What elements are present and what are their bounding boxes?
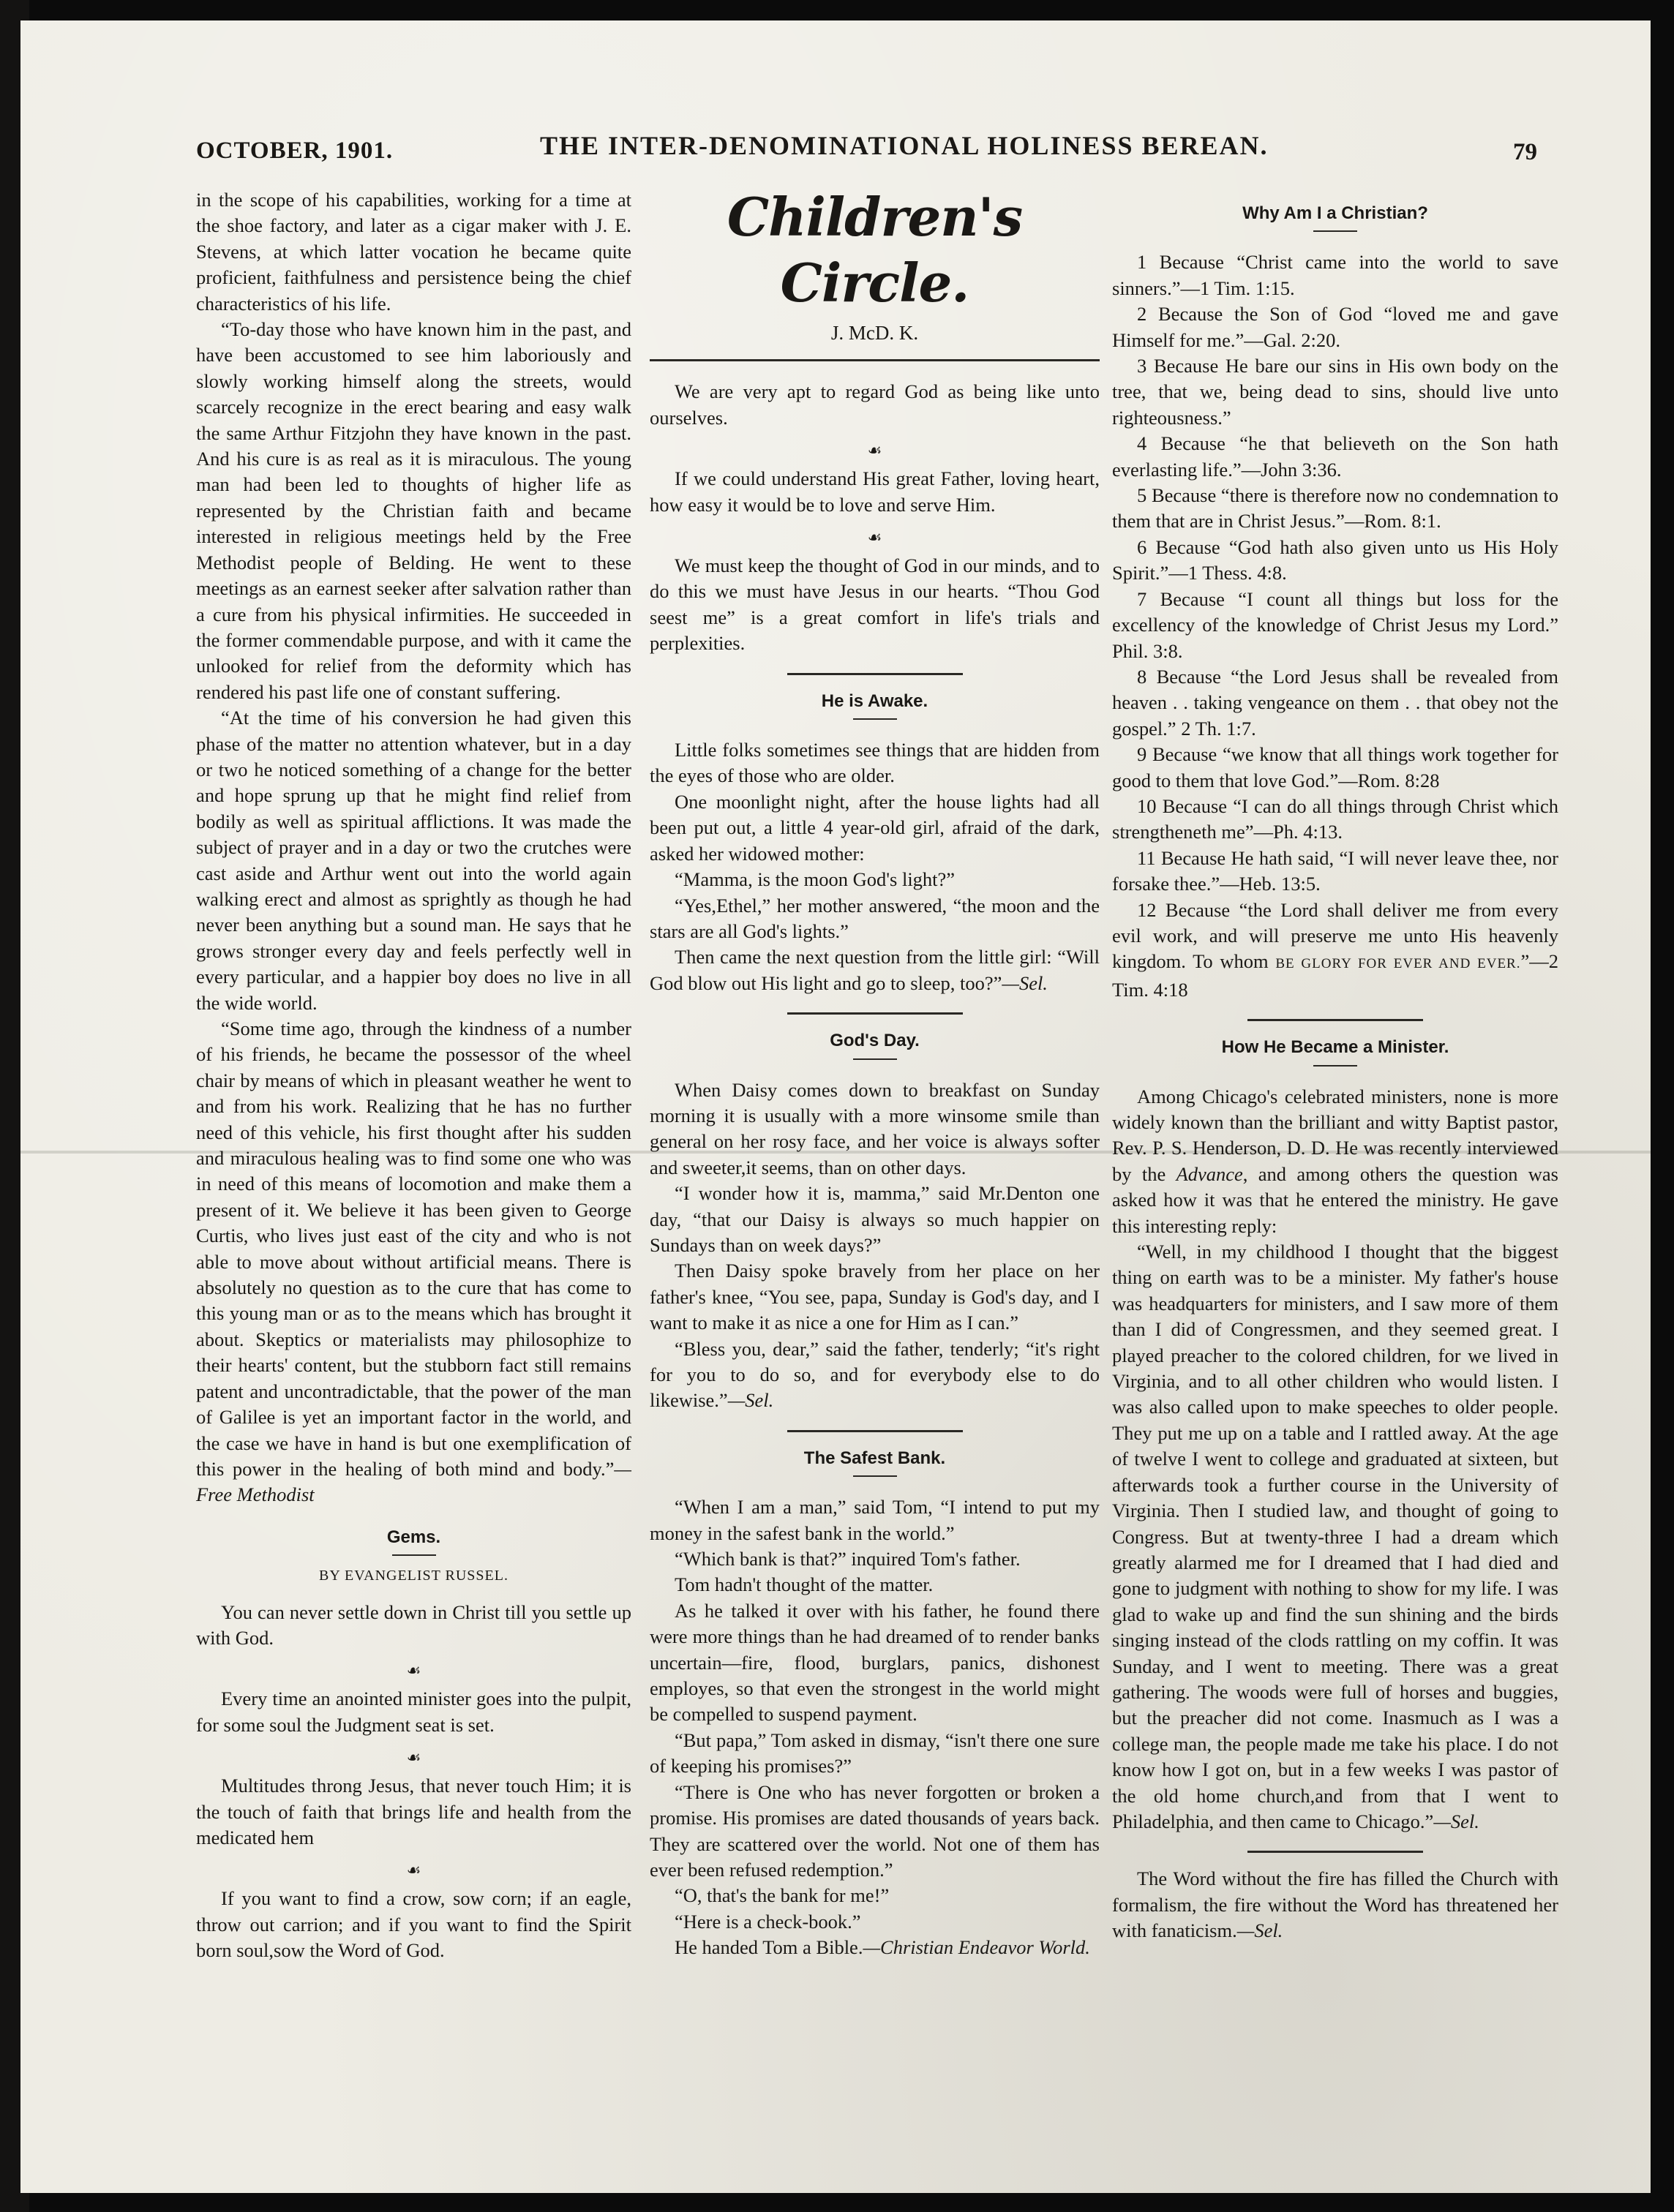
how-he-became-minister-heading: How He Became a Minister. [1221,1037,1449,1058]
reason-item: 2 Because the Son of God “loved me and gave Himself for me.”—Gal. 2:20. [1112,303,1558,351]
article-continuation-p2: “To-day those who have known him in the past, and have been accustomed to see him laboriously and slowly working himself along the streets, would scarcely recognize in the erect bearing and easy walk the same Arthur Fitzjohn they have known in the past. And his cure is as real as it is miraculous. The young man had been led to thoughts of higher life as represented by the Christian faith and became interested in religious meetings held by the Free Methodist people of Belding. He went to these meetings as an earnest seeker after salvation rather than a cure from his physical infirmities. He succeeded in the former commendable purpose, and with it came the unlooked for relief from the deformity which has rendered his past life one of constant suffering. [196,318,631,703]
masthead-rule [650,359,1100,361]
column-2 [650,187,1100,1961]
reason-item: 6 Because “God hath also given unto us His Holy Spirit.”—1 Thess. 4:8. [1112,535,1558,584]
story-paragraph: “Mamma, is the moon God's light?” [675,868,956,891]
section-divider [787,1012,963,1015]
story-paragraph: “O, that's the bank for me!” [675,1884,890,1907]
source-credit: —Christian Endeavor World. [863,1936,1090,1959]
heading-rule [1313,1065,1357,1066]
article-continuation-p3: “At the time of his conversion he had given this phase of the matter no attention whatever, but in a day or two he noticed something of a change for the better and hope sprung up that he might find relief from bodily as well as spiritual afflictions. It was made the subject of prayer and in a day or two the crutches were cast aside and Arthur went out into the world again walking erect and almost as sprightly as though he had never been anything but a sound man. He says that he grows stronger every day and feels perfectly well in every particular, and a happier boy does no live in all the wide world. [196,707,631,1014]
intro-paragraph-2: If we could understand His great Father, loving heart, how easy it would be to love and serve Him. [650,467,1100,516]
story-paragraph: “I wonder how it is, mamma,” said Mr.Denton one day, “that our Daisy is always so much happier on Sundays than on week days?” [650,1182,1100,1256]
publication-name: Advance [1176,1162,1243,1185]
story-paragraph [650,1336,1100,1414]
why-christian-heading: Why Am I a Christian? [1242,203,1428,223]
heading-rule [1313,230,1357,232]
paragraph-text: “Well, in my childhood I thought that the biggest thing on earth was to be a minister. My father's house was headquarters for ministers, and I saw more of them than I did of Congressmen, and they seemed great. I played preacher to the colored children, for we lived in Virginia, and to all other children who would listen. I was also called upon to make speeches to older people. They put me up on a table and I rattled away. At the age of twelve I went to college and graduated at sixteen, but afterwards took a further course in the University of Virginia. Then I studied law, and thought of going to Congress. But at twenty-three I had a dream which greatly alarmed me for I dreamed that I had died and gone to judgment with nothing to show for my life. I was glad to wake up and find the sun shining and the birds singing instead of the clods rattling on my coffin. It was Sunday, and I went to meeting. There was a great gathering. The woods were full of horses and buggies, but the preacher did not come. Inasmuch as I was a college man, the people made me take his place. I do not know how I got on, but in a few weeks I was pastor of the old home church,and from that I went to Philadelphia, and then came to Chicago.” [1112,1241,1558,1832]
intro-paragraph-1: We are very apt to regard God as being like unto ourselves. [650,380,1100,429]
paragraph-text: “Some time ago, through the kindness of a number of his friends, he became the possessor of the wheel chair by means of which in pleasant weather he went to and from his work. Realizing that he has no further need of this vehicle, his first thought after his sudden and miraculous healing was to find some one who was in need of this means of locomotion and make them a present of it. We believe it has been given to George Curtis, who lives just east of the city and who is not able to move about without artificial means. There is absolutely no question as to the cure that has come to this young man or as to the means which has brought it about. Skeptics or materialists may philosophize to their hearts' content, but the stubborn fact still remains patent and uncontradictable, that the power of the man of Galilee is yet an important factor in the world, and the case we have in hand is but one exemplification of this power in the healing of both mind and body.” [196,1017,631,1480]
story-paragraph: Little folks sometimes see things that are hidden from the eyes of those who are older. [650,739,1100,787]
section-divider [1247,1851,1423,1853]
story-paragraph [1112,1239,1558,1835]
reason-item: 10 Because “I can do all things through Christ which strengtheneth me”—Ph. 4:13. [1112,794,1558,843]
section-divider [787,673,963,675]
column-3 [1112,187,1558,1944]
ornament-icon: ☙ [867,441,882,460]
ornament-icon: ☙ [406,1861,421,1880]
source-credit: —Free Methodist [196,1457,631,1506]
page-header [196,130,1557,174]
reason-item: 9 Because “we know that all things work together for good to them that love God.”—Rom. 8:28 [1112,743,1558,791]
article-continuation-p4 [196,1016,631,1508]
gem-item-2: Every time an anointed minister goes into the pulpit, for some soul the Judgment seat is set. [196,1688,631,1736]
closing-note [1112,1866,1558,1944]
ornament-icon: ☙ [406,1661,421,1680]
story-paragraph: “But papa,” Tom asked in dismay, “isn't there one sure of keeping his promises?” [650,1728,1100,1778]
reason-item: 4 Because “he that believeth on the Son hath everlasting life.”—John 3:36. [1112,432,1558,481]
page-number: 79 [1513,139,1537,165]
reason-item: 11 Because He hath said, “I will never leave thee, nor forsake thee.”—Heb. 13:5. [1112,846,1558,895]
paragraph-text: He handed Tom a Bible. [675,1936,863,1959]
intro-paragraph-3: We must keep the thought of God in our minds, and to do this we must have Jesus in our hearts. “Thou God seest me” is a great comfort in life's trials and perplexities. [650,554,1100,655]
source-credit: —Sel. [1002,971,1048,994]
story-paragraph [650,1935,1100,1960]
source-credit: —Sel. [1236,1919,1283,1942]
safest-bank-heading: The Safest Bank. [803,1448,946,1468]
paragraph-text: “Bless you, dear,” said the father, tenderly; “it's right for you to do so, and for everybody else to do likewise.” [650,1337,1100,1412]
heading-rule [853,1475,897,1477]
story-paragraph: One moonlight night, after the house lights had all been put out, a little 4 year-old girl, afraid of the dark, asked her widowed mother: [650,790,1100,865]
story-paragraph: “Yes,Ethel,” her mother answered, “the moon and the stars are all God's lights.” [650,894,1100,942]
paragraph-text: ”—2 Tim. 4:18 [1112,950,1558,1001]
reason-item: 1 Because “Christ came into the world to save sinners.”—1 Tim. 1:15. [1112,251,1558,299]
section-masthead: Children's Circle. [727,186,1023,314]
gems-byline: BY EVANGELIST RUSSEL. [319,1568,508,1584]
issue-date: OCTOBER, 1901. [196,138,394,164]
heading-rule [853,718,897,720]
gem-item-1: You can never settle down in Christ till you settle up with God. [196,1600,631,1649]
small-caps-text: BE GLORY FOR EVER AND EVER. [1275,956,1521,972]
heading-rule [853,1058,897,1060]
gem-item-4: If you want to find a crow, sow corn; if an eagle, throw out carrion; and if you want to find the Spirit born soul,sow the Word of God. [196,1887,631,1962]
paragraph-text: Then came the next question from the little girl: “Will God blow out His light and go to sleep, too?” [650,946,1100,994]
story-paragraph: “Which bank is that?” inquired Tom's father. [675,1548,1021,1570]
source-credit: —Sel. [727,1389,774,1412]
paragraph-text: 12 Because “the Lord shall deliver me from every evil work, and will preserve me unto His heavenly kingdom. To whom [1112,898,1558,973]
column-1 [196,187,631,1964]
story-paragraph: When Daisy comes down to breakfast on Sunday morning it is usually with a more winsome smile than general on her rosy face, and her voice is always softer and sweeter,it seems, than on other days. [650,1078,1100,1178]
publication-title: THE INTER-DENOMINATIONAL HOLINESS BEREAN. [540,131,1269,160]
story-paragraph: “Here is a check-book.” [675,1910,861,1933]
story-paragraph [650,944,1100,996]
gem-item-3: Multitudes throng Jesus, that never touch Him; it is the touch of faith that brings life and health from the medicated hem [196,1775,631,1848]
newspaper-page [20,20,1651,2193]
source-credit: —Sel. [1433,1810,1479,1832]
ornament-icon: ☙ [406,1748,421,1767]
reason-item [1112,898,1558,1004]
story-paragraph: Then Daisy spoke bravely from her place on her father's knee, “You see, papa, Sunday is God's day, and I want to make it as nice a one for Him as I can.” [650,1260,1100,1334]
ornament-icon: ☙ [867,528,882,547]
paragraph-text: The Word without the fire has filled the Church with formalism, the fire without the Word has threatened her with fanaticism. [1112,1867,1558,1942]
paragraph-text: Among Chicago's celebrated ministers, none is more widely known than the brilliant and witty Baptist pastor, Rev. P. S. Henderson, D. D. He was recently interviewed by the [1112,1085,1558,1185]
gods-day-heading: God's Day. [830,1031,920,1051]
story-paragraph [1112,1084,1558,1239]
reason-item: 8 Because “the Lord Jesus shall be revealed from heaven . . taking vengeance on them . . that obey not the gospel.” 2 Th. 1:7. [1112,665,1558,740]
story-paragraph: “There is One who has never forgotten or broken a promise. His promises are dated thousands of years back. They are scattered over the world. Not one of them has ever been refused redemption.” [650,1780,1100,1881]
reason-item: 7 Because “I count all things but loss for the excellency of the knowledge of Christ Jesus my Lord.” Phil. 3:8. [1112,587,1558,662]
article-continuation-p1: in the scope of his capabilities, working for a time at the shoe factory, and later as a cigar maker with J. E. Stevens, at which latter vocation he became quite proficient, faithfulness and persistence being the chief characteristics of his life. [196,189,631,315]
section-byline: J. McD. K. [830,322,919,344]
story-paragraph: Tom hadn't thought of the matter. [675,1573,934,1596]
gems-heading: Gems. [386,1527,441,1547]
paragraph-text: , and among others the question was asked how it was that he entered the ministry. He gave this interesting reply: [1112,1162,1558,1237]
he-is-awake-heading: He is Awake. [821,691,928,711]
reason-item: 3 Because He bare our sins in His own body on the tree, that we, being dead to sins, should live unto righteousness.” [1112,355,1558,429]
story-paragraph: “When I am a man,” said Tom, “I intend to put my money in the safest bank in the world.” [650,1496,1100,1544]
reason-item: 5 Because “there is therefore now no condemnation to them that are in Christ Jesus.”—Rom. 8:1. [1112,484,1558,533]
story-paragraph: As he talked it over with his father, he found there were more things than he had dreamed of to render banks uncertain—fire, flood, burglars, panics, dishonest employes, so that even the strongest in the world might be compelled to suspend payment. [650,1599,1100,1726]
section-divider [1247,1019,1423,1021]
section-divider [787,1430,963,1432]
heading-rule [392,1554,436,1556]
